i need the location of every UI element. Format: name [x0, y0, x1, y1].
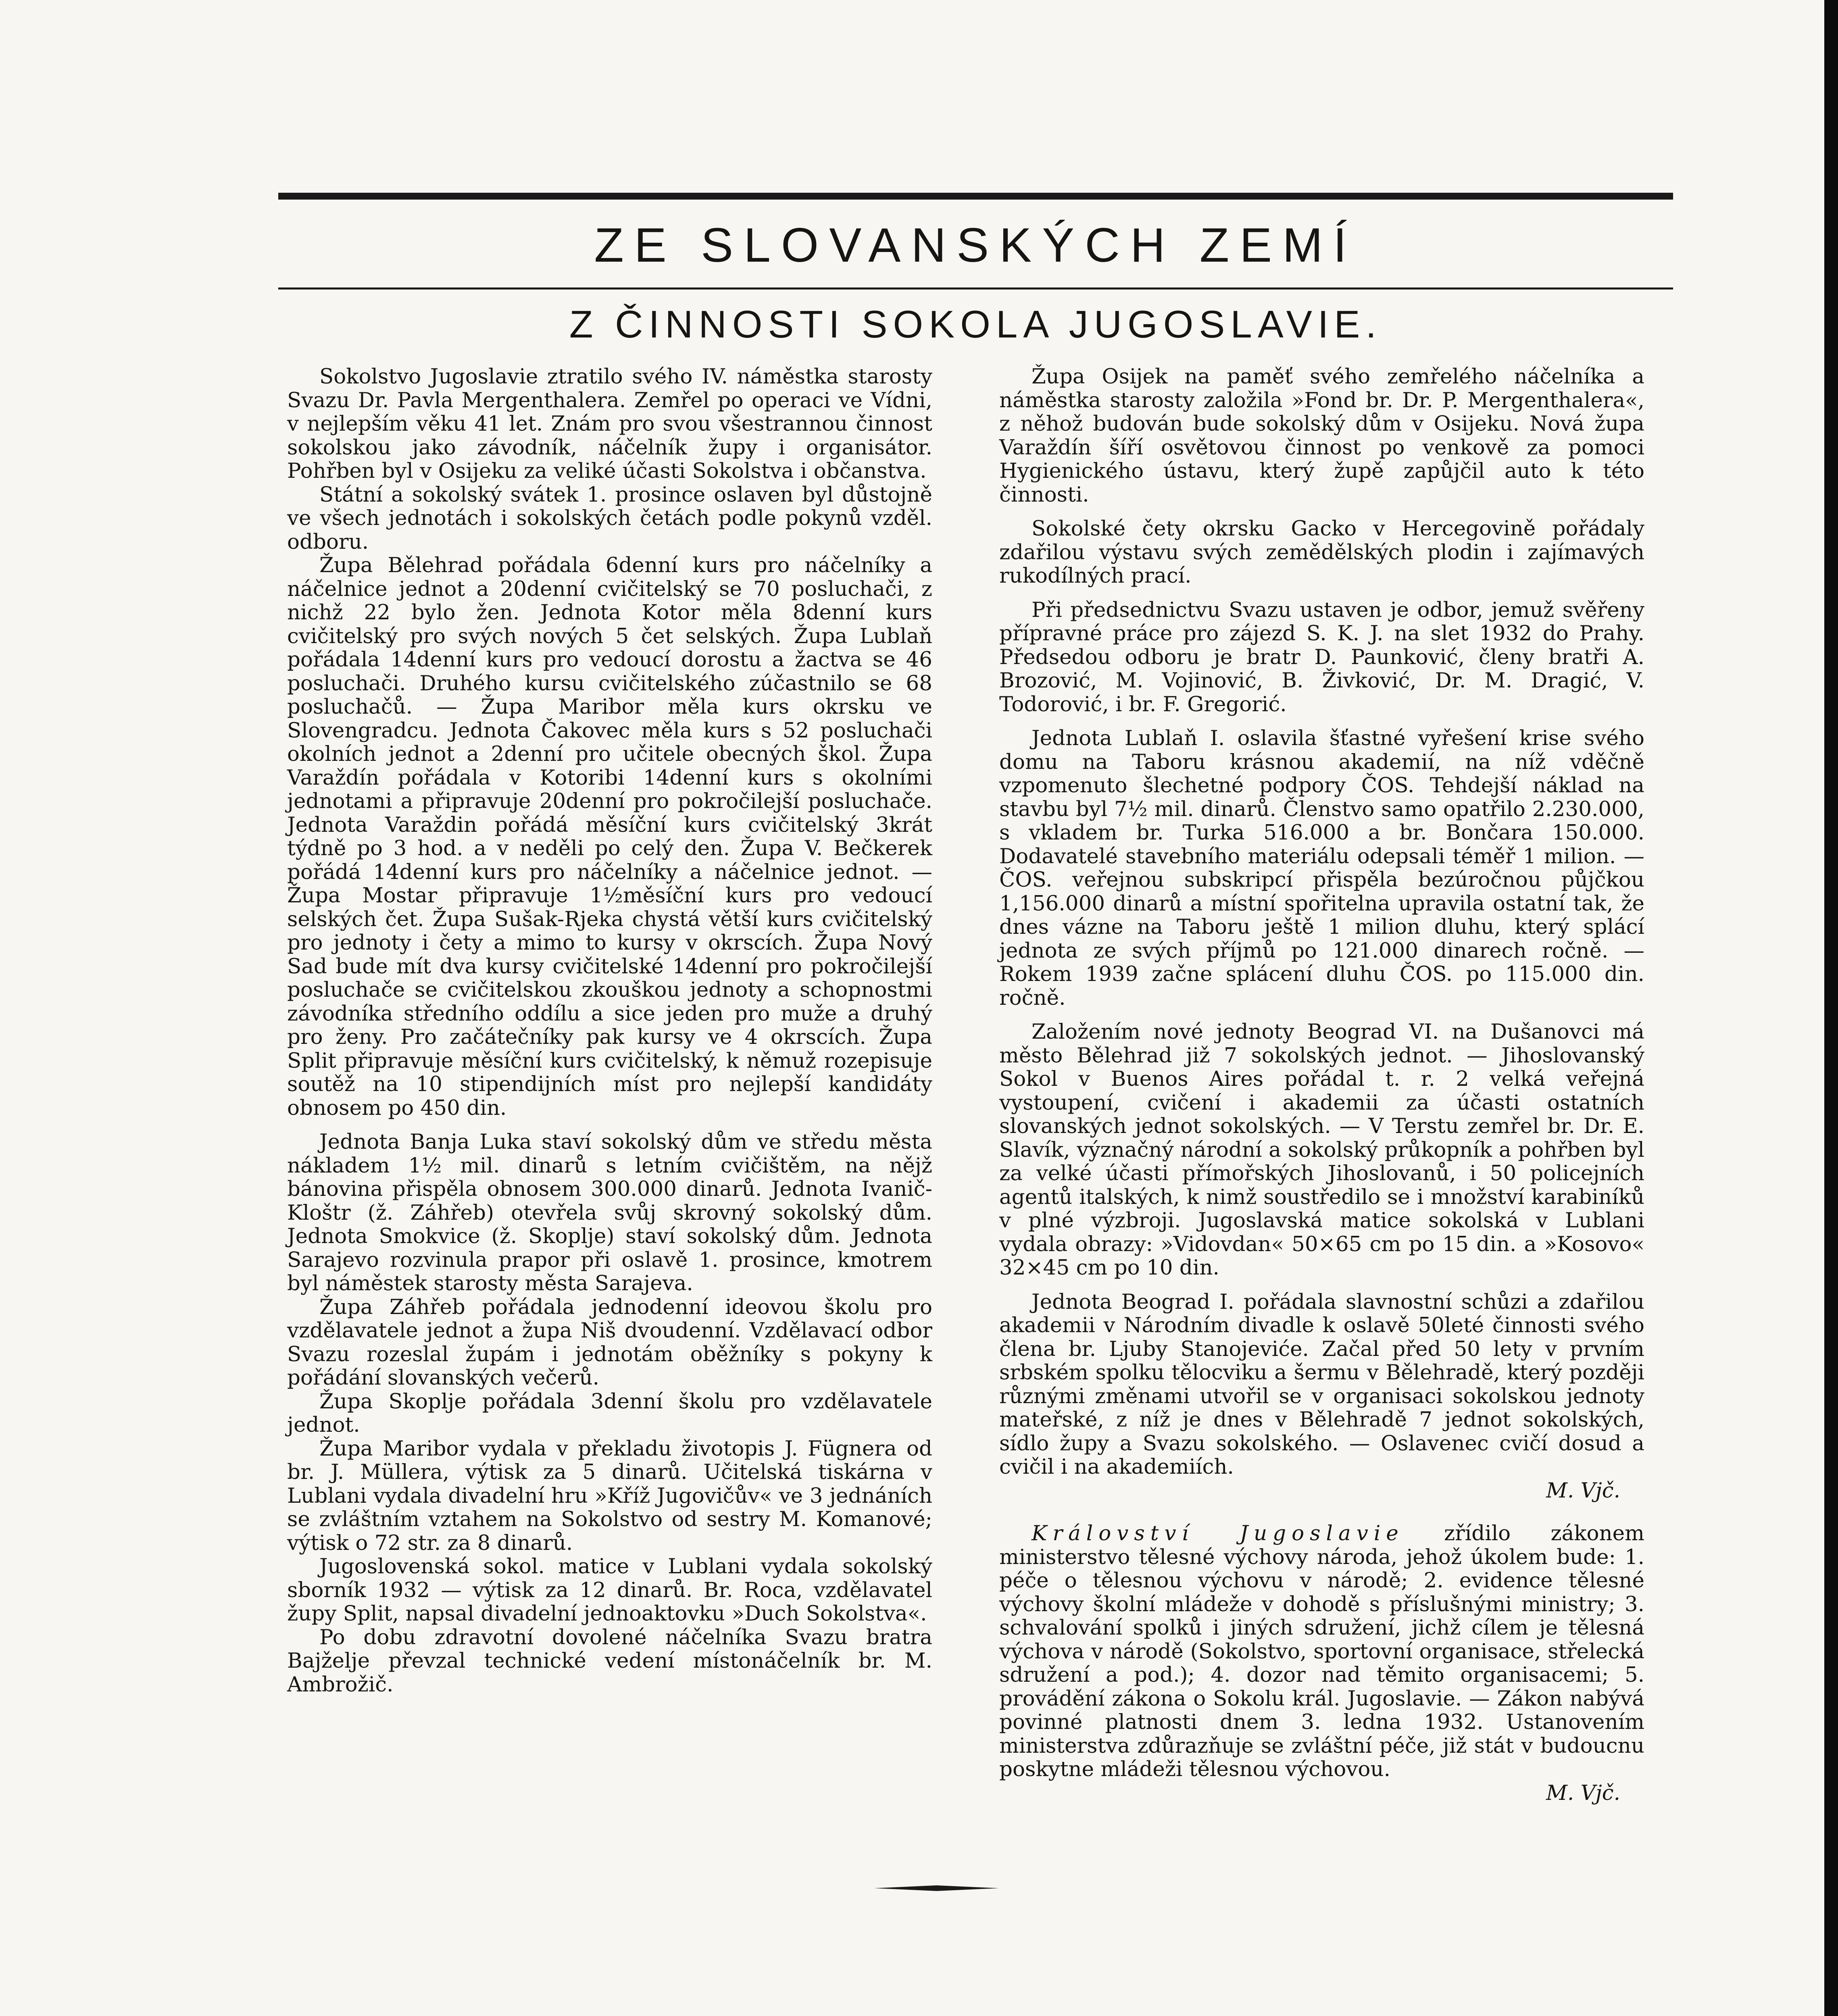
paragraph: Státní a sokolský svátek 1. prosince oslaven byl důstojně ve všech jednotách i sokolských četách podle pokynů vzděl. odboru. [287, 482, 932, 554]
paragraph: Župa Skoplje pořádala 3denní školu pro vzdělavatele jednot. [287, 1389, 932, 1437]
paragraph: Založením nové jednoty Beograd VI. na Dušanovci má město Bělehrad již 7 sokolských jednot. — Jihoslovanský Sokol v Buenos Aires pořádal t. r. 2 velká veřejná vystoupení, cvičení i akademii za účasti ostatních slovanských jednot sokolských. — V Terstu zemřel br. Dr. E. Slavík, význačný národní a sokolský průkopník a pohřben byl za velké účasti přímořských Jihoslovanů, i 50 policejních agentů italských, k nimž soustředilo se i množství karabiníků v plné výzbroji. Jugoslavská matice sokolská v Lublani vydala obrazy: »Vidovdan« 50×65 cm po 15 din. a »Kosovo« 32×45 cm po 10 din. [999, 1020, 1644, 1280]
signature: M. Vjč. [1546, 1781, 1620, 1805]
article-title: Z ČINNOSTI SOKOLA JUGOSLAVIE. [569, 303, 1382, 346]
end-ornament [874, 1885, 999, 1891]
section-title: ZE SLOVANSKÝCH ZEMÍ [594, 218, 1357, 272]
paragraph: Župa Maribor vydala v překladu životopis J. Fügnera od br. J. Müllera, výtisk za 5 dinarů. Učitelská tiskárna v Lublani vydala divadelní hru »Kříž Jugovičův« ve 3 jednáních se zvláštním vztahem na Sokolstvo od sestry M. Komanové; výtisk o 72 str. za 8 dinarů. [287, 1436, 932, 1555]
paragraph: Sokolstvo Jugoslavie ztratilo svého IV. náměstka starosty Svazu Dr. Pavla Mergenthalera. Zemřel po operaci ve Vídni, v nejlepším věku 41 let. Znám pro svou všestrannou činnost sokolskou jako závodník, náčelník župy i organisátor. Pohřben byl v Osijeku za veliké účasti Sokolstva i občanstva. [287, 364, 932, 483]
paragraph [999, 1522, 1644, 1781]
paragraph: Při předsednictvu Svazu ustaven je odbor, jemuž svěřeny přípravné práce pro zájezd S. K. J. na slet 1932 do Prahy. Předsedou odboru je bratr D. Paunković, členy bratři A. Brozović, M. Vojinović, B. Živković, Dr. M. Dragić, V. Todorović, i br. F. Gregorić. [999, 598, 1644, 716]
paragraph: Sokolské čety okrsku Gacko v Hercegovině pořádaly zdařilou výstavu svých zemědělských plodin i zajímavých rukodílných prací. [999, 516, 1644, 588]
paragraph: Župa Osijek na paměť svého zemřelého náčelníka a náměstka starosty založila »Fond br. Dr. P. Mergenthalera«, z něhož budován bude sokolský dům v Osijeku. Nová župa Varaždín šíří osvětovou činnost po venkově za pomoci Hygienického ústavu, který župě zapůjčil auto k této činnosti. [999, 364, 1644, 507]
right-column [999, 365, 1644, 1805]
bottom-rule [278, 287, 1673, 289]
paragraph: Po dobu zdravotní dovolené náčelníka Svazu bratra Bajželje převzal technické vedení místonáčelník br. M. Ambrožič. [287, 1625, 932, 1697]
paragraph: Jugoslovenská sokol. matice v Lublani vydala sokolský sborník 1932 — výtisk za 12 dinarů. Br. Roca, vzdělavatel župy Split, napsal divadelní jednoaktovku »Duch Sokolstva«. [287, 1554, 932, 1626]
paragraph: Župa Bělehrad pořádala 6denní kurs pro náčelníky a náčelnice jednot a 20denní cvičitelský se 70 posluchači, z nichž 22 bylo žen. Jednota Kotor měla 8denní kurs cvičitelský pro svých nových 5 čet selských. Župa Lublaň pořádala 14denní kurs pro vedoucí dorostu a žactva se 46 posluchači. Druhého kursu cvičitelského zúčastnilo se 68 posluchačů. — Župa Maribor měla kurs okrsku ve Slovengradcu. Jednota Čakovec měla kurs s 52 posluchači okolních jednot a 2denní pro učitele obecných škol. Župa Varaždín pořádala v Kotoribi 14denní kurs s okolními jednotami a připravuje 20denní pro pokročilejší posluchače. Jednota Varaždin pořádá měsíční kurs cvičitelský 3krát týdně po 3 hod. a v neděli po celý den. Župa V. Bečkerek pořádá 14denní kurs pro náčelníky a náčelnice jednot. — Župa Mostar připravuje 1½měsíční kurs pro vedoucí selských čet. Župa Sušak-Rjeka chystá větší kurs cvičitelský pro jednoty i čety a mimo to kursy v okrscích. Župa Nový Sad bude mít dva kursy cvičitelské 14denní pro pokročilejší posluchače se cvičitelskou zkouškou jednoty a schopnostmi závodníka středního oddílu a sice jeden pro muže a druhý pro ženy. Pro začátečníky pak kursy ve 4 okrscích. Župa Split připravuje měsíční kurs cvičitelský, k němuž rozepisuje soutěž na 10 stipendijních míst pro nejlepší kandidáty obnosem po 450 din. [287, 553, 932, 1120]
top-rule [278, 193, 1673, 200]
left-column [287, 365, 932, 1696]
section-header [278, 193, 1673, 289]
kingdom-lead: Království Jugoslavie [1032, 1521, 1404, 1545]
kingdom-text: zřídilo zákonem ministerstvo tělesné výchovy národa, jehož úkolem bude: 1. péče o tělesnou výchovu v národě; 2. evidence tělesné výchovy školní mládeže v dohodě s příslušnými ministry; 3. schvalování spolků i jiných sdružení, jichž cílem je tělesná výchova v národě (Sokolstvo, sportovní organisace, střelecká sdružení a pod.); 4. dozor nad těmito organisacemi; 5. provádění zákona o Sokolu král. Jugoslavie. — Zákon nabývá povinné platnosti dnem 3. ledna 1932. Ustanovením ministerstva zdůrazňuje se zvláštní péče, již stát v budoucnu poskytne mládeži tělesnou výchovou. [999, 1521, 1644, 1781]
paragraph: Župa Záhřeb pořádala jednodenní ideovou školu pro vzdělavatele jednot a župa Niš dvoudenní. Vzdělavací odbor Svazu rozeslal župám i jednotám oběžníky s pokyny k pořádání slovanských večerů. [287, 1295, 932, 1390]
signature: M. Vjč. [1546, 1478, 1620, 1503]
paragraph: Jednota Lublaň I. oslavila šťastné vyřešení krise svého domu na Taboru krásnou akademií, na níž vděčně vzpomenuto šlechetné podpory ČOS. Tehdejší náklad na stavbu byl 7½ mil. dinarů. Členstvo samo opatřilo 2.230.000, s vkladem br. Turka 516.000 a br. Bončara 150.000. Dodavatelé stavebního materiálu odepsali téměř 1 milion. — ČOS. veřejnou subskripcí přispěla bezúročnou půjčkou 1,156.000 dinarů a místní spořitelna upravila ostatní tak, že dnes vázne na Taboru ještě 1 milion dluhu, který splácí jednota ze svých příjmů po 121.000 dinarech ročně. — Rokem 1939 začne splácení dluhu ČOS. po 115.000 din. ročně. [999, 726, 1644, 1010]
scan-edge [1824, 0, 1838, 2016]
paragraph: Jednota Beograd I. pořádala slavnostní schůzi a zdařilou akademii v Národním divadle k oslavě 50leté činnosti svého člena br. Ljuby Stanojeviće. Začal před 50 lety v prvním srbském spolku tělocviku a šermu v Bělehradě, který později různými změnami utvořil se v organisaci sokolskou jednoty mateřské, z níž je dnes v Bělehradě 7 jednot sokolských, sídlo župy a Svazu sokolského. — Oslavenec cvičí dosud a cvičil i na akademiích. [999, 1289, 1644, 1479]
paragraph: Jednota Banja Luka staví sokolský dům ve středu města nákladem 1½ mil. dinarů s letním cvičištěm, na nějž bánovina přispěla obnosem 300.000 dinarů. Jednota Ivanič-Kloštr (ž. Záhřeb) otevřela svůj skrovný sokolský dům. Jednota Smokvice (ž. Skoplje) staví sokolský dům. Jednota Sarajevo rozvinula prapor při oslavě 1. prosince, kmotrem byl náměstek starosty města Sarajeva. [287, 1130, 932, 1295]
